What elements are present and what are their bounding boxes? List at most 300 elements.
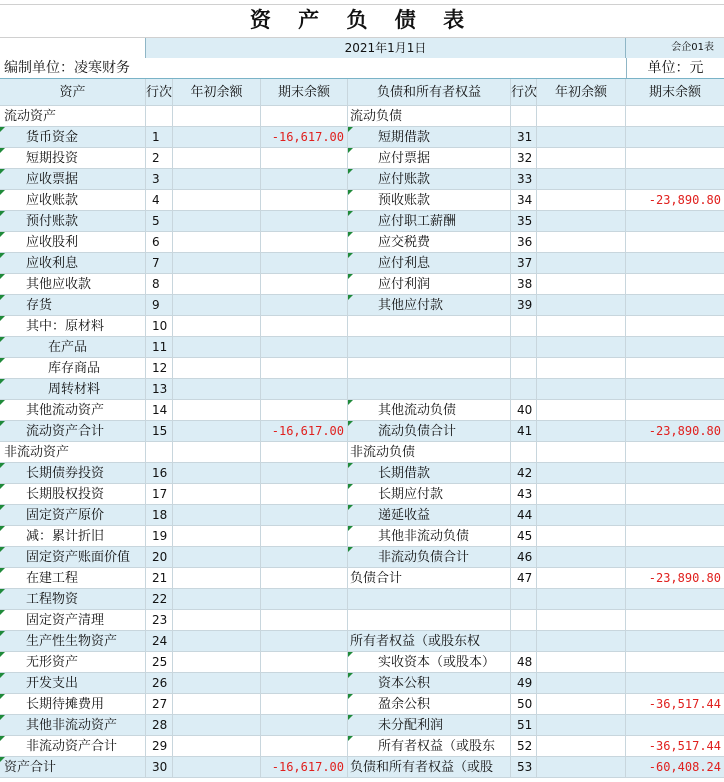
liab-line-cell[interactable]: 53 <box>511 757 537 778</box>
liab-begin-cell[interactable] <box>537 274 626 295</box>
liab-begin-cell[interactable] <box>537 400 626 421</box>
asset-name-cell[interactable]: 长期股权投资 <box>0 484 146 505</box>
asset-line-cell[interactable]: 13 <box>146 379 173 400</box>
asset-end-cell[interactable] <box>261 169 348 190</box>
asset-name-cell[interactable]: 预付账款 <box>0 211 146 232</box>
asset-begin-cell[interactable] <box>173 736 261 757</box>
liab-end-cell[interactable] <box>626 715 724 736</box>
asset-end-cell[interactable] <box>261 295 348 316</box>
liab-name-cell[interactable]: 预收账款 <box>348 190 511 211</box>
asset-line-cell[interactable]: 28 <box>146 715 173 736</box>
liab-name-cell[interactable]: 实收资本（或股本） <box>348 652 511 673</box>
asset-line-cell[interactable]: 16 <box>146 463 173 484</box>
liab-name-cell[interactable]: 未分配利润 <box>348 715 511 736</box>
asset-begin-cell[interactable] <box>173 631 261 652</box>
header-end2[interactable]: 期末余额 <box>626 79 724 106</box>
asset-begin-cell[interactable] <box>173 211 261 232</box>
liab-end-cell[interactable]: -36,517.44 <box>626 736 724 757</box>
asset-end-cell[interactable] <box>261 715 348 736</box>
asset-end-cell[interactable] <box>261 400 348 421</box>
asset-line-cell[interactable]: 8 <box>146 274 173 295</box>
asset-line-cell[interactable]: 21 <box>146 568 173 589</box>
liab-begin-cell[interactable] <box>537 547 626 568</box>
asset-line-cell[interactable] <box>146 106 173 127</box>
table-row <box>0 442 724 463</box>
asset-name-cell[interactable]: 短期投资 <box>0 148 146 169</box>
liab-begin-cell[interactable] <box>537 652 626 673</box>
asset-line-cell[interactable]: 10 <box>146 316 173 337</box>
asset-name-cell[interactable]: 其他非流动资产 <box>0 715 146 736</box>
liab-end-cell[interactable] <box>626 148 724 169</box>
liab-begin-cell[interactable] <box>537 673 626 694</box>
asset-end-cell[interactable] <box>261 652 348 673</box>
asset-end-cell[interactable] <box>261 190 348 211</box>
asset-line-cell[interactable] <box>146 442 173 463</box>
asset-begin-cell[interactable] <box>173 421 261 442</box>
liab-begin-cell[interactable] <box>537 526 626 547</box>
liab-end-cell[interactable] <box>626 295 724 316</box>
asset-line-cell[interactable]: 7 <box>146 253 173 274</box>
liab-begin-cell[interactable] <box>537 169 626 190</box>
liab-begin-cell[interactable] <box>537 190 626 211</box>
table-row <box>0 526 724 547</box>
liab-name-cell[interactable] <box>348 610 511 631</box>
table-row <box>0 652 724 673</box>
asset-name-cell[interactable]: 在建工程 <box>0 568 146 589</box>
liab-end-cell[interactable] <box>626 358 724 379</box>
liab-line-cell[interactable]: 37 <box>511 253 537 274</box>
asset-begin-cell[interactable] <box>173 694 261 715</box>
asset-begin-cell[interactable] <box>173 463 261 484</box>
liab-line-cell[interactable]: 45 <box>511 526 537 547</box>
liab-line-cell[interactable] <box>511 589 537 610</box>
liab-line-cell[interactable]: 39 <box>511 295 537 316</box>
asset-line-cell[interactable]: 26 <box>146 673 173 694</box>
asset-end-cell[interactable] <box>261 673 348 694</box>
asset-end-cell[interactable] <box>261 211 348 232</box>
asset-begin-cell[interactable] <box>173 253 261 274</box>
asset-end-cell[interactable] <box>261 736 348 757</box>
asset-name-cell[interactable]: 周转材料 <box>0 379 146 400</box>
asset-name-cell[interactable]: 货币资金 <box>0 127 146 148</box>
asset-begin-cell[interactable] <box>173 295 261 316</box>
asset-line-cell[interactable]: 3 <box>146 169 173 190</box>
asset-line-cell[interactable]: 25 <box>146 652 173 673</box>
table-row <box>0 631 724 652</box>
asset-begin-cell[interactable] <box>173 589 261 610</box>
asset-end-cell[interactable] <box>261 610 348 631</box>
liab-end-cell[interactable] <box>626 337 724 358</box>
liab-line-cell[interactable] <box>511 316 537 337</box>
liab-end-cell[interactable] <box>626 442 724 463</box>
asset-begin-cell[interactable] <box>173 127 261 148</box>
asset-end-cell[interactable] <box>261 589 348 610</box>
liab-end-cell[interactable] <box>626 547 724 568</box>
liab-end-cell[interactable] <box>626 274 724 295</box>
asset-name-cell[interactable]: 生产性生物资产 <box>0 631 146 652</box>
asset-begin-cell[interactable] <box>173 715 261 736</box>
asset-end-cell[interactable] <box>261 106 348 127</box>
table-row <box>0 736 724 757</box>
liab-line-cell[interactable]: 34 <box>511 190 537 211</box>
table-row <box>0 190 724 211</box>
liab-begin-cell[interactable] <box>537 442 626 463</box>
liab-name-cell[interactable] <box>348 379 511 400</box>
asset-line-cell[interactable]: 19 <box>146 526 173 547</box>
liab-line-cell[interactable]: 43 <box>511 484 537 505</box>
asset-line-cell[interactable]: 12 <box>146 358 173 379</box>
liab-line-cell[interactable]: 44 <box>511 505 537 526</box>
liab-end-cell[interactable] <box>626 127 724 148</box>
liab-begin-cell[interactable] <box>537 379 626 400</box>
asset-name-cell[interactable]: 流动资产 <box>0 106 146 127</box>
liab-end-cell[interactable] <box>626 631 724 652</box>
liab-begin-cell[interactable] <box>537 211 626 232</box>
asset-end-cell[interactable]: -16,617.00 <box>261 757 348 778</box>
liab-end-cell[interactable]: -36,517.44 <box>626 694 724 715</box>
asset-begin-cell[interactable] <box>173 484 261 505</box>
liab-line-cell[interactable] <box>511 631 537 652</box>
liab-name-cell[interactable]: 盈余公积 <box>348 694 511 715</box>
liab-line-cell[interactable]: 46 <box>511 547 537 568</box>
liab-end-cell[interactable] <box>626 505 724 526</box>
liab-name-cell[interactable] <box>348 316 511 337</box>
liab-end-cell[interactable] <box>626 400 724 421</box>
asset-end-cell[interactable] <box>261 568 348 589</box>
asset-begin-cell[interactable] <box>173 610 261 631</box>
asset-begin-cell[interactable] <box>173 673 261 694</box>
asset-name-cell[interactable]: 其他应收款 <box>0 274 146 295</box>
liab-line-cell[interactable]: 38 <box>511 274 537 295</box>
liab-begin-cell[interactable] <box>537 421 626 442</box>
header-asset[interactable]: 资产 <box>0 79 146 106</box>
liab-line-cell[interactable]: 50 <box>511 694 537 715</box>
liab-end-cell[interactable] <box>626 379 724 400</box>
asset-end-cell[interactable] <box>261 526 348 547</box>
form-code[interactable]: 会企01表 <box>626 38 724 58</box>
table-row <box>0 316 724 337</box>
asset-name-cell[interactable]: 应收账款 <box>0 190 146 211</box>
asset-end-cell[interactable] <box>261 337 348 358</box>
asset-name-cell[interactable]: 资产合计 <box>0 757 146 778</box>
asset-line-cell[interactable]: 11 <box>146 337 173 358</box>
liab-begin-cell[interactable] <box>537 757 626 778</box>
liab-line-cell[interactable]: 40 <box>511 400 537 421</box>
liab-name-cell[interactable]: 所有者权益（或股东 <box>348 736 511 757</box>
header-end[interactable]: 期末余额 <box>261 79 348 106</box>
liab-end-cell[interactable]: -23,890.80 <box>626 421 724 442</box>
liab-name-cell[interactable]: 应付票据 <box>348 148 511 169</box>
asset-begin-cell[interactable] <box>173 316 261 337</box>
asset-name-cell[interactable]: 应收利息 <box>0 253 146 274</box>
liab-name-cell[interactable]: 资本公积 <box>348 673 511 694</box>
asset-end-cell[interactable] <box>261 547 348 568</box>
asset-name-cell[interactable]: 固定资产清理 <box>0 610 146 631</box>
asset-begin-cell[interactable] <box>173 190 261 211</box>
asset-name-cell[interactable]: 存货 <box>0 295 146 316</box>
table-row <box>0 379 724 400</box>
asset-begin-cell[interactable] <box>173 232 261 253</box>
report-date[interactable]: 2021年1月1日 <box>146 38 626 58</box>
liab-begin-cell[interactable] <box>537 253 626 274</box>
liab-name-cell[interactable]: 所有者权益（或股东权 <box>348 631 511 652</box>
asset-end-cell[interactable] <box>261 232 348 253</box>
liab-name-cell[interactable]: 短期借款 <box>348 127 511 148</box>
asset-name-cell[interactable]: 应收股利 <box>0 232 146 253</box>
liab-line-cell[interactable]: 36 <box>511 232 537 253</box>
liab-end-cell[interactable] <box>626 526 724 547</box>
table-row <box>0 295 724 316</box>
liab-end-cell[interactable]: -23,890.80 <box>626 568 724 589</box>
header-liab[interactable]: 负债和所有者权益 <box>348 79 511 106</box>
asset-begin-cell[interactable] <box>173 358 261 379</box>
liab-name-cell[interactable]: 流动负债 <box>348 106 511 127</box>
asset-line-cell[interactable]: 22 <box>146 589 173 610</box>
liab-begin-cell[interactable] <box>537 694 626 715</box>
asset-line-cell[interactable]: 4 <box>146 190 173 211</box>
asset-begin-cell[interactable] <box>173 526 261 547</box>
liab-begin-cell[interactable] <box>537 484 626 505</box>
asset-end-cell[interactable]: -16,617.00 <box>261 127 348 148</box>
table-row <box>0 148 724 169</box>
asset-name-cell[interactable]: 其他流动资产 <box>0 400 146 421</box>
liab-name-cell[interactable] <box>348 589 511 610</box>
liab-end-cell[interactable] <box>626 610 724 631</box>
table-row <box>0 169 724 190</box>
liab-end-cell[interactable] <box>626 589 724 610</box>
liab-line-cell[interactable] <box>511 610 537 631</box>
asset-name-cell[interactable]: 流动资产合计 <box>0 421 146 442</box>
asset-end-cell[interactable] <box>261 148 348 169</box>
table-row <box>0 757 724 778</box>
table-row <box>0 610 724 631</box>
table-row <box>0 421 724 442</box>
asset-line-cell[interactable]: 27 <box>146 694 173 715</box>
date-row <box>0 38 724 58</box>
liab-line-cell[interactable]: 41 <box>511 421 537 442</box>
asset-begin-cell[interactable] <box>173 400 261 421</box>
asset-end-cell[interactable] <box>261 505 348 526</box>
liab-line-cell[interactable]: 48 <box>511 652 537 673</box>
liab-name-cell[interactable]: 其他流动负债 <box>348 400 511 421</box>
liab-end-cell[interactable] <box>626 169 724 190</box>
liab-begin-cell[interactable] <box>537 148 626 169</box>
table-row <box>0 211 724 232</box>
liab-line-cell[interactable]: 32 <box>511 148 537 169</box>
liab-begin-cell[interactable] <box>537 358 626 379</box>
table-row <box>0 232 724 253</box>
asset-name-cell[interactable]: 应收票据 <box>0 169 146 190</box>
table-row <box>0 274 724 295</box>
table-row <box>0 673 724 694</box>
column-header-row <box>0 79 724 106</box>
liab-name-cell[interactable]: 应付利息 <box>348 253 511 274</box>
liab-begin-cell[interactable] <box>537 736 626 757</box>
asset-begin-cell[interactable] <box>173 568 261 589</box>
asset-name-cell[interactable]: 无形资产 <box>0 652 146 673</box>
asset-end-cell[interactable]: -16,617.00 <box>261 421 348 442</box>
asset-line-cell[interactable]: 23 <box>146 610 173 631</box>
liab-end-cell[interactable] <box>626 253 724 274</box>
asset-line-cell[interactable]: 6 <box>146 232 173 253</box>
liab-line-cell[interactable]: 49 <box>511 673 537 694</box>
liab-end-cell[interactable]: -23,890.80 <box>626 190 724 211</box>
asset-line-cell[interactable]: 29 <box>146 736 173 757</box>
liab-name-cell[interactable]: 应付账款 <box>348 169 511 190</box>
liab-begin-cell[interactable] <box>537 295 626 316</box>
asset-name-cell[interactable]: 长期待摊费用 <box>0 694 146 715</box>
asset-line-cell[interactable]: 2 <box>146 148 173 169</box>
liab-begin-cell[interactable] <box>537 106 626 127</box>
liab-line-cell[interactable] <box>511 379 537 400</box>
liab-name-cell[interactable]: 非流动负债合计 <box>348 547 511 568</box>
liab-line-cell[interactable] <box>511 106 537 127</box>
liab-line-cell[interactable]: 33 <box>511 169 537 190</box>
asset-name-cell[interactable]: 固定资产原价 <box>0 505 146 526</box>
liab-name-cell[interactable]: 应交税费 <box>348 232 511 253</box>
asset-line-cell[interactable]: 14 <box>146 400 173 421</box>
liab-end-cell[interactable] <box>626 232 724 253</box>
liab-end-cell[interactable] <box>626 652 724 673</box>
table-row <box>0 106 724 127</box>
table-row <box>0 463 724 484</box>
asset-end-cell[interactable] <box>261 253 348 274</box>
liab-begin-cell[interactable] <box>537 568 626 589</box>
header-begin2[interactable]: 年初余额 <box>537 79 626 106</box>
asset-begin-cell[interactable] <box>173 652 261 673</box>
liab-line-cell[interactable]: 31 <box>511 127 537 148</box>
asset-end-cell[interactable] <box>261 484 348 505</box>
asset-line-cell[interactable]: 1 <box>146 127 173 148</box>
liab-begin-cell[interactable] <box>537 232 626 253</box>
liab-name-cell[interactable]: 应付职工薪酬 <box>348 211 511 232</box>
asset-name-cell[interactable]: 开发支出 <box>0 673 146 694</box>
liab-line-cell[interactable] <box>511 442 537 463</box>
liab-line-cell[interactable]: 47 <box>511 568 537 589</box>
liab-end-cell[interactable] <box>626 316 724 337</box>
liab-end-cell[interactable] <box>626 673 724 694</box>
company-name[interactable]: 编制单位：凌寒财务 <box>4 60 130 76</box>
asset-end-cell[interactable] <box>261 316 348 337</box>
asset-line-cell[interactable]: 9 <box>146 295 173 316</box>
unit-label[interactable]: 单位：元 <box>626 58 724 78</box>
liab-begin-cell[interactable] <box>537 610 626 631</box>
liab-line-cell[interactable]: 51 <box>511 715 537 736</box>
header-line[interactable]: 行次 <box>146 79 173 106</box>
liab-line-cell[interactable]: 42 <box>511 463 537 484</box>
liab-name-cell[interactable] <box>348 358 511 379</box>
liab-name-cell[interactable] <box>348 337 511 358</box>
liab-end-cell[interactable] <box>626 106 724 127</box>
asset-name-cell[interactable]: 库存商品 <box>0 358 146 379</box>
asset-line-cell[interactable]: 24 <box>146 631 173 652</box>
table-row <box>0 505 724 526</box>
asset-name-cell[interactable]: 非流动资产 <box>0 442 146 463</box>
liab-begin-cell[interactable] <box>537 631 626 652</box>
asset-line-cell[interactable]: 15 <box>146 421 173 442</box>
liab-name-cell[interactable]: 非流动负债 <box>348 442 511 463</box>
liab-name-cell[interactable]: 长期应付款 <box>348 484 511 505</box>
asset-name-cell[interactable]: 长期债券投资 <box>0 463 146 484</box>
asset-begin-cell[interactable] <box>173 505 261 526</box>
asset-end-cell[interactable] <box>261 631 348 652</box>
asset-begin-cell[interactable] <box>173 106 261 127</box>
liab-begin-cell[interactable] <box>537 127 626 148</box>
liab-name-cell[interactable]: 应付利润 <box>348 274 511 295</box>
asset-end-cell[interactable] <box>261 358 348 379</box>
liab-name-cell[interactable]: 其他应付款 <box>348 295 511 316</box>
asset-end-cell[interactable] <box>261 694 348 715</box>
asset-name-cell[interactable]: 固定资产账面价值 <box>0 547 146 568</box>
asset-name-cell[interactable]: 非流动资产合计 <box>0 736 146 757</box>
liab-line-cell[interactable]: 52 <box>511 736 537 757</box>
liab-name-cell[interactable]: 负债合计 <box>348 568 511 589</box>
asset-begin-cell[interactable] <box>173 547 261 568</box>
table-row <box>0 694 724 715</box>
table-row <box>0 589 724 610</box>
asset-line-cell[interactable]: 18 <box>146 505 173 526</box>
liab-begin-cell[interactable] <box>537 589 626 610</box>
liab-name-cell[interactable]: 递延收益 <box>348 505 511 526</box>
asset-line-cell[interactable]: 5 <box>146 211 173 232</box>
date-blank[interactable] <box>0 38 146 58</box>
liab-line-cell[interactable]: 35 <box>511 211 537 232</box>
table-row <box>0 547 724 568</box>
liab-line-cell[interactable] <box>511 358 537 379</box>
liab-name-cell[interactable]: 长期借款 <box>348 463 511 484</box>
liab-end-cell[interactable] <box>626 463 724 484</box>
asset-end-cell[interactable] <box>261 274 348 295</box>
asset-end-cell[interactable] <box>261 379 348 400</box>
liab-begin-cell[interactable] <box>537 715 626 736</box>
asset-begin-cell[interactable] <box>173 274 261 295</box>
liab-end-cell[interactable] <box>626 211 724 232</box>
asset-line-cell[interactable]: 20 <box>146 547 173 568</box>
asset-name-cell[interactable]: 在产品 <box>0 337 146 358</box>
liab-begin-cell[interactable] <box>537 463 626 484</box>
asset-begin-cell[interactable] <box>173 757 261 778</box>
liab-name-cell[interactable]: 流动负债合计 <box>348 421 511 442</box>
asset-begin-cell[interactable] <box>173 169 261 190</box>
asset-begin-cell[interactable] <box>173 379 261 400</box>
liab-name-cell[interactable]: 负债和所有者权益（或股 <box>348 757 511 778</box>
table-row <box>0 400 724 421</box>
asset-begin-cell[interactable] <box>173 442 261 463</box>
liab-end-cell[interactable]: -60,408.24 <box>626 757 724 778</box>
table-row <box>0 337 724 358</box>
asset-name-cell[interactable]: 其中：原材料 <box>0 316 146 337</box>
table-row <box>0 127 724 148</box>
header-line2[interactable]: 行次 <box>511 79 537 106</box>
asset-end-cell[interactable] <box>261 463 348 484</box>
table-row <box>0 568 724 589</box>
liab-begin-cell[interactable] <box>537 337 626 358</box>
asset-begin-cell[interactable] <box>173 148 261 169</box>
liab-begin-cell[interactable] <box>537 316 626 337</box>
liab-line-cell[interactable] <box>511 337 537 358</box>
liab-end-cell[interactable] <box>626 484 724 505</box>
asset-name-cell[interactable]: 减：累计折旧 <box>0 526 146 547</box>
asset-name-cell[interactable]: 工程物资 <box>0 589 146 610</box>
liab-begin-cell[interactable] <box>537 505 626 526</box>
asset-end-cell[interactable] <box>261 442 348 463</box>
asset-line-cell[interactable]: 17 <box>146 484 173 505</box>
table-row <box>0 484 724 505</box>
asset-begin-cell[interactable] <box>173 337 261 358</box>
header-begin[interactable]: 年初余额 <box>173 79 261 106</box>
liab-name-cell[interactable]: 其他非流动负债 <box>348 526 511 547</box>
asset-line-cell[interactable]: 30 <box>146 757 173 778</box>
